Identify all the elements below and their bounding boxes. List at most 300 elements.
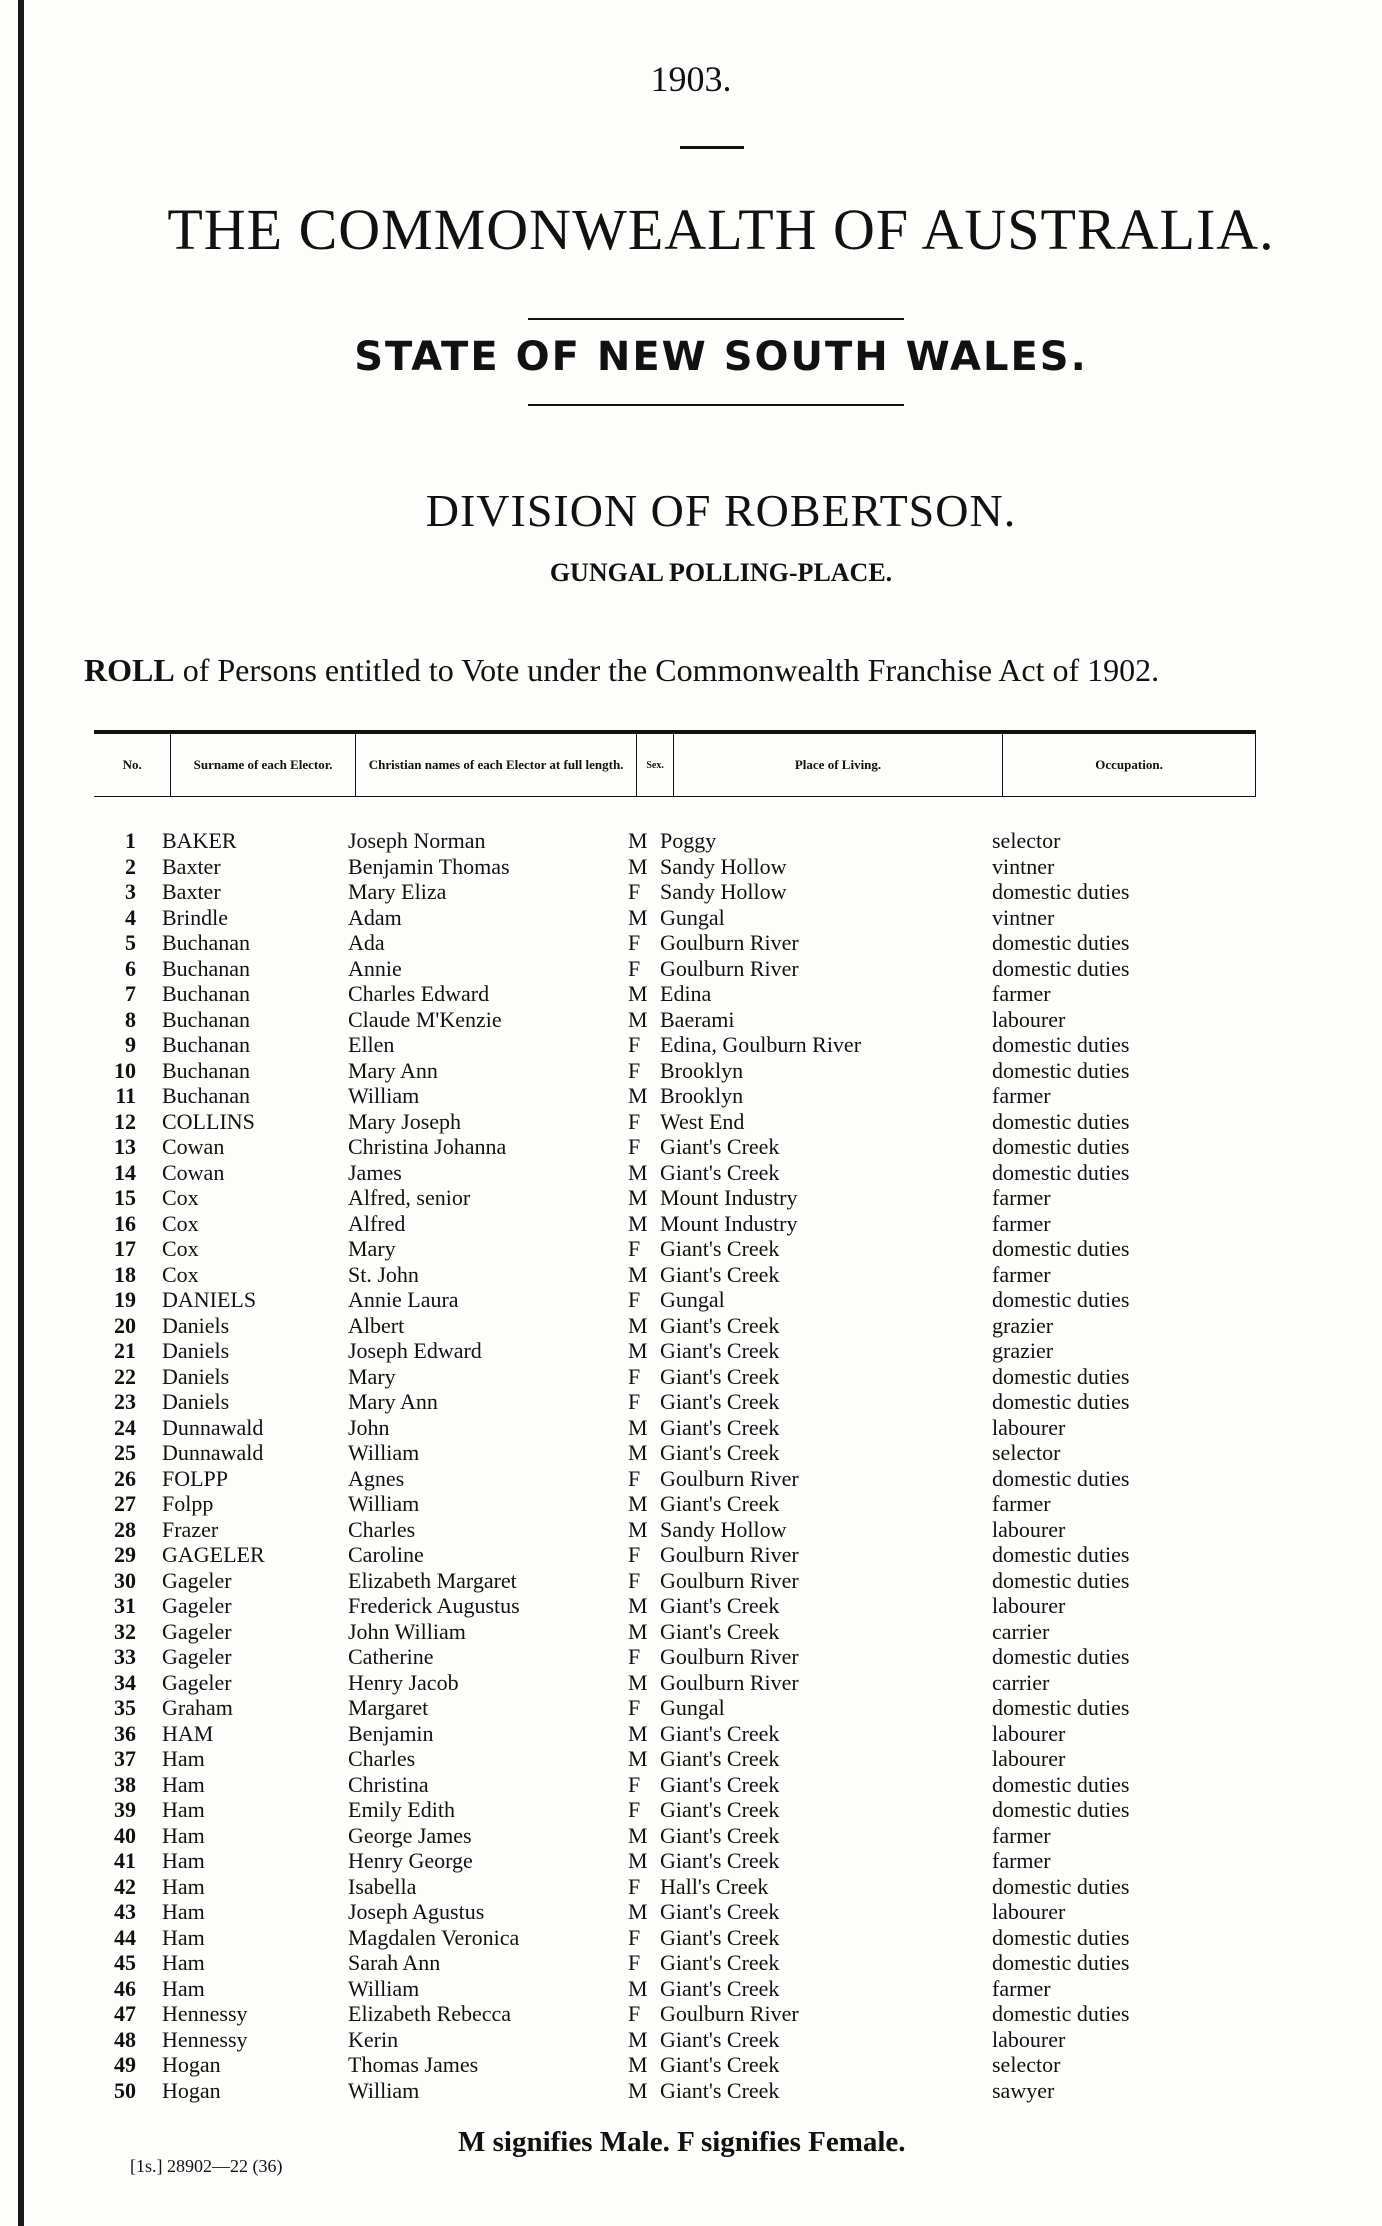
roll-title <box>84 652 1159 689</box>
elector-number: 34 <box>114 1669 136 1695</box>
elector-place: Giant's Creek <box>660 1975 780 2001</box>
elector-place: Giant's Creek <box>660 1389 780 1414</box>
elector-occupation: sawyer <box>992 2077 1055 2103</box>
elector-sex: M <box>628 1899 648 1924</box>
elector-row <box>0 1644 1382 1670</box>
elector-occupation: labourer <box>992 1516 1066 1542</box>
elector-place: Goulburn River <box>660 1669 799 1695</box>
elector-surname: Baxter <box>162 853 221 879</box>
elector-surname: Gageler <box>162 1567 232 1593</box>
elector-occupation: farmer <box>992 1185 1051 1210</box>
elector-sex: M <box>628 1159 648 1185</box>
elector-occupation: farmer <box>992 1822 1051 1848</box>
elector-christian-names: St. John <box>348 1261 419 1287</box>
elector-surname: Daniels <box>162 1338 230 1363</box>
elector-sex: F <box>628 955 641 981</box>
elector-number: 17 <box>114 1236 136 1261</box>
elector-number: 36 <box>114 1720 136 1746</box>
elector-number: 33 <box>114 1644 136 1669</box>
division-title: DIVISION OF ROBERTSON. <box>425 485 1017 536</box>
elector-surname: Cox <box>162 1210 199 1236</box>
elector-number: 10 <box>114 1057 136 1083</box>
elector-row <box>0 1389 1382 1415</box>
elector-christian-names: William <box>348 1975 420 2001</box>
elector-occupation: labourer <box>992 1414 1066 1440</box>
elector-sex: F <box>628 1924 641 1950</box>
elector-christian-names: Benjamin <box>348 1720 434 1746</box>
elector-sex: M <box>628 1006 648 1032</box>
elector-sex: M <box>628 1312 648 1338</box>
elector-occupation: domestic duties <box>992 1924 1130 1950</box>
elector-sex: M <box>628 1440 648 1465</box>
elector-sex: M <box>628 1822 648 1848</box>
col-header-place: Place of Living. <box>673 732 1002 797</box>
elector-sex: F <box>628 2001 641 2026</box>
sex-legend: M signifies Male. F signifies Female. <box>458 2126 906 2158</box>
elector-row <box>0 1007 1382 1033</box>
elector-surname: FOLPP <box>162 1465 229 1491</box>
elector-surname: Buchanan <box>162 930 250 955</box>
elector-christian-names: Isabella <box>348 1873 417 1899</box>
elector-row <box>0 1109 1382 1135</box>
elector-number: 19 <box>114 1287 136 1312</box>
elector-sex: M <box>628 853 648 879</box>
elector-sex: M <box>628 2052 648 2077</box>
elector-sex: M <box>628 1261 648 1287</box>
elector-christian-names: Frederick Augustus <box>348 1593 520 1618</box>
elector-row <box>0 956 1382 982</box>
elector-number: 45 <box>114 1950 136 1975</box>
roll-column-headers <box>94 730 1256 797</box>
elector-surname: Ham <box>162 1771 205 1797</box>
elector-surname: Daniels <box>162 1363 230 1389</box>
elector-number: 29 <box>114 1542 136 1567</box>
elector-occupation: domestic duties <box>992 879 1130 904</box>
elector-christian-names: Mary <box>348 1236 396 1261</box>
elector-christian-names: Agnes <box>348 1465 405 1491</box>
elector-occupation: grazier <box>992 1338 1054 1363</box>
elector-surname: Buchanan <box>162 955 250 981</box>
elector-occupation: labourer <box>992 2026 1066 2052</box>
elector-surname: Gageler <box>162 1618 232 1644</box>
elector-place: Giant's Creek <box>660 2052 780 2077</box>
elector-occupation: domestic duties <box>992 1797 1130 1822</box>
elector-row <box>0 1287 1382 1313</box>
elector-christian-names: Henry Jacob <box>348 1669 459 1695</box>
elector-occupation: domestic duties <box>992 930 1130 955</box>
elector-row <box>0 2078 1382 2104</box>
elector-row <box>0 1262 1382 1288</box>
elector-surname: GAGELER <box>162 1542 265 1567</box>
elector-surname: Gageler <box>162 1669 232 1695</box>
elector-number: 35 <box>114 1695 136 1720</box>
elector-row <box>0 1185 1382 1211</box>
elector-number: 43 <box>114 1899 136 1924</box>
elector-surname: Ham <box>162 1924 205 1950</box>
elector-row <box>0 930 1382 956</box>
state-title: STATE OF NEW SOUTH WALES. <box>354 334 1088 380</box>
elector-place: Sandy Hollow <box>660 853 787 879</box>
elector-christian-names: Caroline <box>348 1542 424 1567</box>
elector-place: Gungal <box>660 1695 725 1720</box>
elector-row <box>0 981 1382 1007</box>
elector-place: Goulburn River <box>660 1465 799 1491</box>
elector-christian-names: Christina <box>348 1771 429 1797</box>
elector-place: Giant's Creek <box>660 1491 780 1516</box>
elector-number: 20 <box>114 1312 136 1338</box>
elector-row <box>0 1619 1382 1645</box>
elector-place: Giant's Creek <box>660 1363 780 1389</box>
elector-christian-names: Annie Laura <box>348 1287 459 1312</box>
elector-place: Giant's Creek <box>660 2077 780 2103</box>
elector-number: 27 <box>114 1491 136 1516</box>
elector-sex: M <box>628 904 648 930</box>
elector-sex: F <box>628 879 641 904</box>
elector-surname: Daniels <box>162 1389 230 1414</box>
elector-sex: F <box>628 1797 641 1822</box>
elector-place: Giant's Creek <box>660 1312 780 1338</box>
elector-place: Goulburn River <box>660 1567 799 1593</box>
elector-row <box>0 1364 1382 1390</box>
elector-occupation: domestic duties <box>992 1108 1130 1134</box>
elector-place: Sandy Hollow <box>660 879 787 904</box>
elector-number: 25 <box>114 1440 136 1465</box>
col-header-no: No. <box>94 732 171 797</box>
elector-place: Giant's Creek <box>660 1746 780 1771</box>
elector-christian-names: Mary Joseph <box>348 1108 462 1134</box>
elector-list <box>0 828 1382 2103</box>
elector-occupation: selector <box>992 828 1061 853</box>
col-header-christian: Christian names of each Elector at full length. <box>355 732 636 797</box>
elector-row <box>0 1695 1382 1721</box>
elector-number: 37 <box>114 1746 136 1771</box>
elector-number: 4 <box>125 904 136 930</box>
elector-place: Giant's Creek <box>660 2026 780 2052</box>
elector-row <box>0 1874 1382 1900</box>
elector-number: 7 <box>125 981 136 1006</box>
elector-occupation: domestic duties <box>992 1873 1130 1899</box>
elector-christian-names: Adam <box>348 904 402 930</box>
elector-number: 1 <box>125 828 136 853</box>
elector-place: Giant's Creek <box>660 1159 780 1185</box>
elector-number: 15 <box>114 1185 136 1210</box>
elector-christian-names: Mary Eliza <box>348 879 447 904</box>
elector-christian-names: William <box>348 1440 420 1465</box>
elector-number: 18 <box>114 1261 136 1287</box>
elector-sex: M <box>628 1210 648 1236</box>
elector-row <box>0 1848 1382 1874</box>
elector-occupation: domestic duties <box>992 955 1130 981</box>
elector-number: 32 <box>114 1618 136 1644</box>
elector-occupation: domestic duties <box>992 1644 1130 1669</box>
elector-place: Giant's Creek <box>660 1720 780 1746</box>
elector-occupation: labourer <box>992 1899 1066 1924</box>
elector-christian-names: Alfred <box>348 1210 406 1236</box>
elector-number: 38 <box>114 1771 136 1797</box>
elector-christian-names: Catherine <box>348 1644 434 1669</box>
elector-row <box>0 1823 1382 1849</box>
elector-number: 9 <box>125 1032 136 1057</box>
elector-place: Gungal <box>660 904 725 930</box>
elector-row <box>0 905 1382 931</box>
elector-occupation: vintner <box>992 853 1055 879</box>
elector-occupation: domestic duties <box>992 1389 1130 1414</box>
elector-sex: M <box>628 1746 648 1771</box>
elector-christian-names: Elizabeth Rebecca <box>348 2001 512 2026</box>
elector-surname: Gageler <box>162 1593 232 1618</box>
roll-title-lead: ROLL <box>84 652 175 688</box>
col-header-sex: Sex. <box>637 732 674 797</box>
elector-occupation: carrier <box>992 1618 1050 1644</box>
elector-occupation: domestic duties <box>992 1057 1130 1083</box>
elector-place: Giant's Creek <box>660 1593 780 1618</box>
elector-row <box>0 1338 1382 1364</box>
elector-row <box>0 1899 1382 1925</box>
elector-row <box>0 828 1382 854</box>
elector-place: Giant's Creek <box>660 1797 780 1822</box>
elector-place: Giant's Creek <box>660 1771 780 1797</box>
elector-christian-names: Claude M'Kenzie <box>348 1006 502 1032</box>
elector-number: 16 <box>114 1210 136 1236</box>
elector-place: Hall's Creek <box>660 1873 769 1899</box>
elector-sex: F <box>628 1695 641 1720</box>
elector-place: Gungal <box>660 1287 725 1312</box>
elector-surname: Ham <box>162 1873 205 1899</box>
elector-number: 46 <box>114 1975 136 2001</box>
elector-number: 2 <box>125 853 136 879</box>
elector-number: 21 <box>114 1338 136 1363</box>
elector-sex: M <box>628 1185 648 1210</box>
elector-christian-names: Emily Edith <box>348 1797 455 1822</box>
elector-row <box>0 1083 1382 1109</box>
polling-place-title: GUNGAL POLLING-PLACE. <box>549 558 893 587</box>
elector-occupation: farmer <box>992 1083 1051 1108</box>
elector-christian-names: Margaret <box>348 1695 429 1720</box>
elector-sex: F <box>628 1771 641 1797</box>
col-header-surname: Surname of each Elector. <box>171 732 356 797</box>
elector-sex: F <box>628 1873 641 1899</box>
title-rule-bottom <box>528 404 904 406</box>
elector-number: 40 <box>114 1822 136 1848</box>
elector-place: Sandy Hollow <box>660 1516 787 1542</box>
elector-christian-names: John <box>348 1414 390 1440</box>
elector-christian-names: Ada <box>348 930 385 955</box>
elector-surname: Ham <box>162 1848 205 1873</box>
elector-sex: F <box>628 1363 641 1389</box>
elector-christian-names: William <box>348 1083 420 1108</box>
elector-row <box>0 1976 1382 2002</box>
elector-sex: F <box>628 1465 641 1491</box>
elector-surname: Ham <box>162 1899 205 1924</box>
elector-occupation: vintner <box>992 904 1055 930</box>
elector-row <box>0 1670 1382 1696</box>
elector-occupation: domestic duties <box>992 1950 1130 1975</box>
elector-occupation: domestic duties <box>992 1236 1130 1261</box>
elector-row <box>0 1491 1382 1517</box>
elector-place: Giant's Creek <box>660 1618 780 1644</box>
title-rule-top <box>528 318 904 320</box>
elector-occupation: domestic duties <box>992 1567 1130 1593</box>
elector-occupation: domestic duties <box>992 1695 1130 1720</box>
roll-title-rest: of Persons entitled to Vote under the Commonwealth Franchise Act of 1902. <box>174 652 1160 688</box>
elector-christian-names: Albert <box>348 1312 405 1338</box>
elector-surname: Buchanan <box>162 1032 250 1057</box>
elector-row <box>0 854 1382 880</box>
elector-occupation: farmer <box>992 1975 1051 2001</box>
elector-christian-names: Henry George <box>348 1848 473 1873</box>
elector-number: 26 <box>114 1465 136 1491</box>
elector-occupation: labourer <box>992 1720 1066 1746</box>
elector-row <box>0 1466 1382 1492</box>
elector-christian-names: Joseph Agustus <box>348 1899 485 1924</box>
elector-surname: Hogan <box>162 2052 221 2077</box>
elector-christian-names: Magdalen Veronica <box>348 1924 520 1950</box>
elector-surname: BAKER <box>162 828 237 853</box>
elector-sex: M <box>628 1848 648 1873</box>
elector-occupation: domestic duties <box>992 2001 1130 2026</box>
elector-number: 30 <box>114 1567 136 1593</box>
elector-sex: F <box>628 1644 641 1669</box>
elector-christian-names: Sarah Ann <box>348 1950 441 1975</box>
elector-surname: Buchanan <box>162 1083 250 1108</box>
elector-place: Giant's Creek <box>660 1950 780 1975</box>
elector-sex: M <box>628 1491 648 1516</box>
elector-place: Brooklyn <box>660 1083 744 1108</box>
elector-number: 22 <box>114 1363 136 1389</box>
elector-sex: F <box>628 1287 641 1312</box>
elector-christian-names: John William <box>348 1618 466 1644</box>
elector-surname: Dunnawald <box>162 1440 264 1465</box>
elector-place: Giant's Creek <box>660 1134 780 1159</box>
elector-occupation: domestic duties <box>992 1542 1130 1567</box>
year-heading: 1903. <box>650 59 732 99</box>
country-title: THE COMMONWEALTH OF AUSTRALIA. <box>167 197 1275 262</box>
elector-place: Mount Industry <box>660 1185 798 1210</box>
elector-sex: F <box>628 930 641 955</box>
elector-row <box>0 1568 1382 1594</box>
elector-number: 39 <box>114 1797 136 1822</box>
elector-number: 3 <box>125 879 136 904</box>
elector-place: Baerami <box>660 1006 735 1032</box>
elector-row <box>0 1746 1382 1772</box>
elector-sex: M <box>628 2077 648 2103</box>
elector-occupation: domestic duties <box>992 1134 1130 1159</box>
elector-surname: Folpp <box>162 1491 214 1516</box>
elector-number: 13 <box>114 1134 136 1159</box>
elector-surname: Hennessy <box>162 2026 248 2052</box>
elector-christian-names: Mary <box>348 1363 396 1389</box>
elector-christian-names: Alfred, senior <box>348 1185 471 1210</box>
elector-row <box>0 1772 1382 1798</box>
elector-sex: F <box>628 1236 641 1261</box>
elector-number: 47 <box>114 2001 136 2026</box>
elector-number: 12 <box>114 1108 136 1134</box>
elector-place: Edina, Goulburn River <box>660 1032 862 1057</box>
elector-row <box>0 1542 1382 1568</box>
elector-occupation: selector <box>992 2052 1061 2077</box>
elector-place: Giant's Creek <box>660 1848 780 1873</box>
elector-row <box>0 2027 1382 2053</box>
elector-place: Goulburn River <box>660 955 799 981</box>
elector-row <box>0 2052 1382 2078</box>
elector-row <box>0 1313 1382 1339</box>
elector-number: 49 <box>114 2052 136 2077</box>
elector-occupation: labourer <box>992 1593 1066 1618</box>
elector-place: Giant's Creek <box>660 1414 780 1440</box>
elector-place: Goulburn River <box>660 930 799 955</box>
elector-sex: M <box>628 828 648 853</box>
elector-surname: Buchanan <box>162 1006 250 1032</box>
elector-christian-names: James <box>348 1159 402 1185</box>
elector-surname: Ham <box>162 1975 205 2001</box>
elector-place: Edina <box>660 981 712 1006</box>
elector-sex: M <box>628 1593 648 1618</box>
elector-sex: M <box>628 1720 648 1746</box>
elector-place: West End <box>660 1108 745 1134</box>
print-code: [1s.] 28902—22 (36) <box>130 2156 283 2176</box>
elector-surname: Frazer <box>162 1516 219 1542</box>
elector-occupation: domestic duties <box>992 1771 1130 1797</box>
elector-number: 24 <box>114 1414 136 1440</box>
elector-christian-names: Joseph Norman <box>348 828 486 853</box>
elector-surname: Brindle <box>162 904 228 930</box>
elector-sex: M <box>628 1414 648 1440</box>
elector-surname: Cox <box>162 1236 199 1261</box>
elector-number: 6 <box>125 955 136 981</box>
elector-surname: Buchanan <box>162 981 250 1006</box>
elector-surname: Ham <box>162 1822 205 1848</box>
elector-surname: HAM <box>162 1720 214 1746</box>
elector-place: Goulburn River <box>660 1542 799 1567</box>
elector-number: 8 <box>125 1006 136 1032</box>
elector-number: 41 <box>114 1848 136 1873</box>
elector-sex: M <box>628 2026 648 2052</box>
elector-sex: M <box>628 1669 648 1695</box>
elector-sex: F <box>628 1057 641 1083</box>
elector-christian-names: Ellen <box>348 1032 395 1057</box>
elector-surname: Graham <box>162 1695 233 1720</box>
elector-occupation: domestic duties <box>992 1465 1130 1491</box>
elector-place: Brooklyn <box>660 1057 744 1083</box>
elector-row <box>0 1517 1382 1543</box>
elector-number: 23 <box>114 1389 136 1414</box>
elector-surname: Cowan <box>162 1134 225 1159</box>
elector-number: 44 <box>114 1924 136 1950</box>
elector-row <box>0 1593 1382 1619</box>
elector-sex: F <box>628 1032 641 1057</box>
elector-sex: M <box>628 1618 648 1644</box>
elector-place: Poggy <box>660 828 717 853</box>
elector-sex: M <box>628 1516 648 1542</box>
elector-christian-names: William <box>348 2077 420 2103</box>
elector-sex: F <box>628 1389 641 1414</box>
elector-occupation: farmer <box>992 1210 1051 1236</box>
elector-surname: Hogan <box>162 2077 221 2103</box>
elector-row <box>0 1950 1382 1976</box>
elector-row <box>0 1925 1382 1951</box>
elector-occupation: domestic duties <box>992 1287 1130 1312</box>
elector-christian-names: Mary Ann <box>348 1389 438 1414</box>
elector-row <box>0 1058 1382 1084</box>
elector-christian-names: Charles <box>348 1516 416 1542</box>
elector-row <box>0 1160 1382 1186</box>
elector-row <box>0 879 1382 905</box>
elector-place: Giant's Creek <box>660 1236 780 1261</box>
elector-surname: Cowan <box>162 1159 225 1185</box>
elector-sex: F <box>628 1134 641 1159</box>
elector-occupation: farmer <box>992 981 1051 1006</box>
elector-christian-names: Charles <box>348 1746 416 1771</box>
